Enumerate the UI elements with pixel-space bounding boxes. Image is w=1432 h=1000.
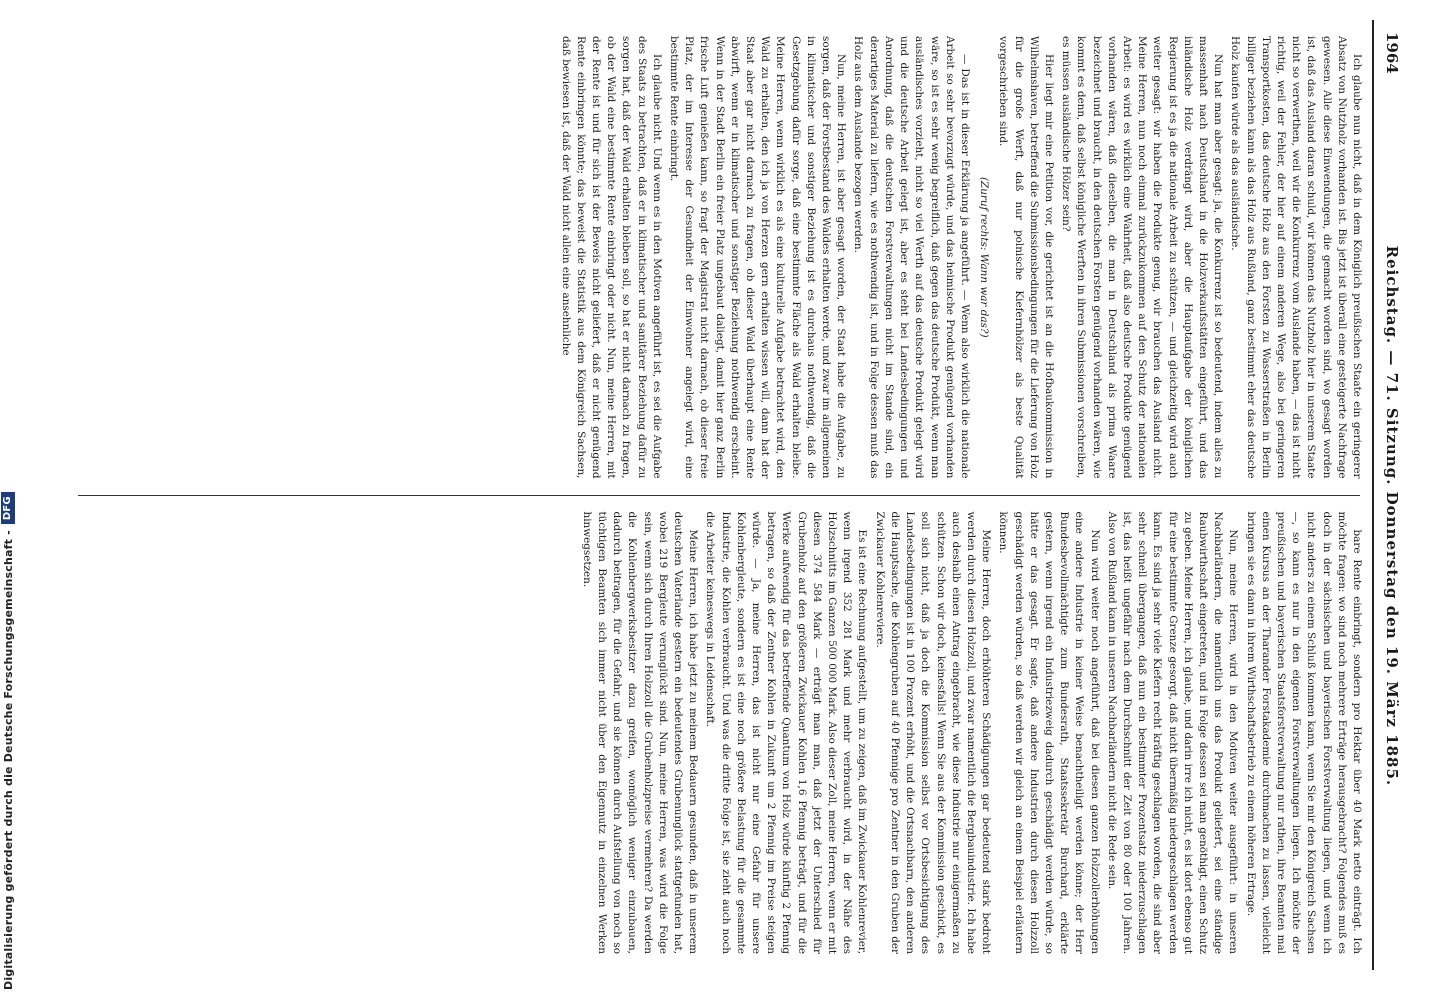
page-title: Reichstag. — 71. Sitzung. Donnerstag den 19. März 1885. — [1383, 245, 1401, 787]
paragraph: Hier liegt mir eine Petition vor, die gerichtet ist an die Hofbaukommission in Wilhelmshaven, betreffend die Submissionsbedingungen für die Lieferung von Holz für die große Werft, daß nur polnische Kiefernhölzer als beste Qualität vorgeschrieben sind. — [997, 36, 1055, 479]
scan-margin — [0, 0, 18, 1000]
paragraph: Nun hat man aber gesagt: ja, die Konkurrenz ist so bedeutend, indem alles zu massenhaft nach Deutschland in die Holzverkaufsstätten eingeführt, und das inländische Holz verdrängt wird, aber die Hauptaufgabe der königlichen Regierung ist es ja die nationale Arbeit zu schützen, — und gleichzeitig wird auch weiter gesagt: wir haben die Produkte genug, wir brauchen das Ausland nicht. Meine Herren, nun noch einmal zurückzukommen auf den Schutz der nationalen Arbeit: es wird es wirklich eine Wahrheit, daß also deutsche Produkte genügend vorhanden wären, daß dieselben, die man in Deutschland als prima Waare bezeichnet und braucht, in den deutschen Forsten genügend vorhanden wären, wie kommt es denn, daß selbst königliche Werften in ihren Submissionen vorschreiben, es müssen ausländische Hölzer sein? — [1060, 36, 1225, 479]
scanned-page — [70, 20, 1410, 970]
page-header — [1372, 20, 1410, 970]
paragraph: Ich glaube nicht. Und wenn es in den Motiven angeführt ist, es sei die Aufgabe des Staats zu betrachten, daß er in klimatischer und sanitärer Beziehung dafür zu sorgen hat, daß der Wald erhalten bleiben soll, so hat er nicht darnach zu fragen, ob der Wald eine bestimmte Rente einbringt oder nicht. Nun, meine Herren, mit der Rente ist und für sich ist der Beweis nicht geliefert, daß er nicht genügend Rente einbringen könnte; das beweist die Statistik aus dem Königreich Sachsen, daß bewiesen ist, daß der Wald nicht allein eine ansehnliche — [559, 36, 663, 479]
paragraph: Nun wird weiter noch angeführt, daß bei diesen ganzen Holzzollerhöhungen eine andere Industrie in keiner Weise benachtheiligt werden könne; der Herr Bundesbevollmächtigte zum Bundesrath, Staatssekretär Burchard, erklärte gestern, wenn irgend ein Industriezweig dadurch geschädigt werden würde, so hätte er das gesagt. Er sagte, daß andere Industrien durch diesen Holzzoll geschädigt werden würden, so daß werden wir gleich an einem Beispiel erläutern können. — [997, 511, 1101, 954]
paragraph: Meine Herren, doch erhöhteren Schädigungen gar bedeutend stark bedroht werden durch diesen Holzzoll, und zwar namentlich die Bergbauindustrie. Ich habe auch deshalb einen Antrag eingebracht, wie diese Industrie nur einigermaßen zu schützen. Schon wir doch, keinesfalls! Wenn Sie aus der Kommission geschickt, es soll sich nicht, daß ja doch die Kommission selbst vor Ortsbesichtigung des Landesbedingungen ist in 100 Prozent erhöht, und die Ortsnachbarn, den anderen die Hauptsache, die Kohlengruben auf 40 Pfennige pro Zentner in den Gruben der Zwickauer Kohlenreviere. — [873, 511, 993, 954]
paragraph: Es ist eine Rechnung aufgestellt, um zu zeigen, daß im Zwickauer Kohlenrevier, wenn irgend 352 281 Mark und mehr verbraucht wird, in der Nähe des Holzschnitts im Ganzen 500 000 Mark. Also dieser Zoll, meine Herren, wenn er mit diesen 374 584 Mark — erträgt man man, daß jetzt der Unterschied für Grubenholz auf den größeren Zwickauer Kohlen 1,6 Pfennig beträgt, und für die Werke aufwendig für das betreffende Quantum von Holz würde künftig 2 Pfennig betragen, so daß der Zentner Kohlen in Zukunft um 2 Pfennig im Preise steigen würde. — Ja, meine Herren, das ist nicht nur eine Gefahr für unsere Kohlenbergleute, sondern es ist eine noch größere Belastung für die gesammte Industrie, die Kohlen verbraucht. Und was die dritte Folge ist, sie zieht auch noch die Arbeiter keineswegs in Leidenschaft. — [704, 511, 869, 954]
paragraph: bare Rente einbringt, sondern pro Hektar über 40 Mark netto einträgt. Ich möchte fragen: wo sind noch mehrere Erträge herausgebracht? Folgendes muß es doch in der sächsischen und bayerischen Forstverwaltung liegen, und wenn ich nicht anders zu einem Schluß kommen kann, wenn Sie mir den Königreich Sachsen —, so kann es nur in den eigenen Forstverwaltungen liegen. Ich möchte der preußischen und bayerischen Staatsforstverwaltung nur rathen, ihre Beamten mal einen Kursus an der Tharander Forstakademie durchmachen zu lassen, vielleicht bringen sie es dann in ihrem Wirthschaftsbetrieb zu einem höheren Ertrage. — [1244, 511, 1363, 954]
paragraph: Nun, meine Herren, wird in den Motiven weiter ausgeführt: in unseren Nachbarländern, die namentlich uns das Produkt geliefert, sei eine ständige Raubwirthschaft eingetreten, und in Folge dessen sei man genöthigt, einen Schutz zu geben. Meine Herren, ich glaube, und darin irre ich nicht, es ist dort ebenso gut für eine bestimmte Grenze gesorgt, daß nicht übermäßig niedergeschlagen werden kann. Es sind ja sehr viele Kiefern recht kräftig geschlagen worden, die sind aber sehr schnell übergangen, daß nun ein bestimmter Prozentsatz niederzuschlagen ist, das heißt ungefähr nach dem Durchschnitt der Zeit von 80 oder 100 Jahren. Also von Rußland kann in unseren Nachbarländern nicht die Rede sein. — [1105, 511, 1240, 954]
rotated-page-content — [70, 20, 1410, 970]
dfg-logo: DFG — [1, 492, 15, 524]
digitization-credit — [0, 10, 16, 990]
column-right — [74, 496, 1364, 971]
paragraph: Meine Herren, ich habe jetzt zu meinem Bedauern gesunden, daß in unserem deutschen Vaterlande gestern ein bedeutendes Grubenunglück stattgefunden hat, wobei 219 Bergleute verunglückt sind. Nun, meine Herren, was wird die Folge sein, wenn sich durch Ihren Holzzoll die Grubenholzpreise vermehren? Da werden die Kohlenbergwerksbesitzer dazu greifen, womöglich weniger einzubauen, dadurch beitragen, für die Gefahr, und sie können durch Aufstellung von noch so tüchtigen Beamten sich immer nicht über den Eigennutz in einzelnen Werken hinwegsetzen. — [580, 511, 700, 954]
page-number: 1964 — [1383, 32, 1401, 74]
paragraph: — Das ist in dieser Erklärung ja angeführt. — Wenn also wirklich die nationale Arbeit so sehr bevorzugt würde, und das heimische Produkt genügend vorhanden wäre, so ist es sehr wenig begreiflich, daß gegen das deutsche Produkt, wenn man ausländisches vorzieht, nicht so viel Werth auf das deutsche Produkt gelegt wird und die deutsche Arbeit gelegt ist, aber es steht bei Landesbedingungen und Anordnung, daß die deutschen Forstverwaltungen nicht im Stande sind, ein derartiges Material zu liefern, wie es nothwendig ist, und in Folge dessen muß das Holz aus dem Auslande bezogen werden. — [852, 36, 971, 479]
paragraph: Ich glaube nun nicht, daß in dem Königlich preußischen Staate ein geringerer Absatz von Nutzholz vorhanden ist. Bis jetzt ist überall eine gesteigerte Nachfrage gewesen. Alle diese Einwendungen, die gemacht worden sind, wo gesagt worden ist, daß das Ausland daran schuld, wir können das Nutzholz hier in unserem Staate nicht so verwerthen, weil wir die Konkurrenz vom Auslande haben, — das ist nicht richtig, weil der Fehler, der hier auf einem anderen Wege, also bei geringeren Transportkosten, das deutsche Holz aus den Forsten zu Wasserstraßen in Berlin billiger beziehen kann als das Holz aus Rußland, ganz bestimmt eher das deutsche Holz kaufen würde als das ausländische. — [1229, 36, 1363, 479]
column-left — [74, 20, 1364, 495]
text-columns — [74, 20, 1372, 970]
interjection: (Zuruf rechts: Wann war das?) — [978, 176, 991, 338]
paragraph: Nun, meine Herren, ist aber gesagt worden, der Staat habe die Aufgabe, zu sorgen, daß der Forstbestand des Waldes erhalten werde, und zwar im allgemeinen in klimatischer und sonstiger Beziehung ist es durchaus nothwendig, daß die Gesetzgebung dafür sorge, daß eine bestimmte Fläche als Wald erhalten bleibe. Meine Herren, wenn wirklich es als eine kulturelle Aufgabe betrachtet wird, den Wald zu erhalten, den ich ja von Herzen gern erhalten wissen will, dann hat der Staat aber gar nicht darnach zu fragen, ob dieser Wald überhaupt eine Rente abwirft, wenn er in klimatischer und sonstiger Beziehung nothwendig erscheint. Wenn in der Stadt Berlin ein freier Platz ungebaut daliegt, damit hier ganz Berlin frische Luft genießen kann, so fragt der Magistrat nicht darnach, ob dieser freie Platz, der im Interesse der Gesundheit der Einwohner angelegt wird, eine bestimmte Rente einbringt. — [668, 36, 848, 479]
digitization-credit-text: Digitalisierung gefördert durch die Deutsche Forschungsgemeinschaft - — [1, 530, 15, 990]
